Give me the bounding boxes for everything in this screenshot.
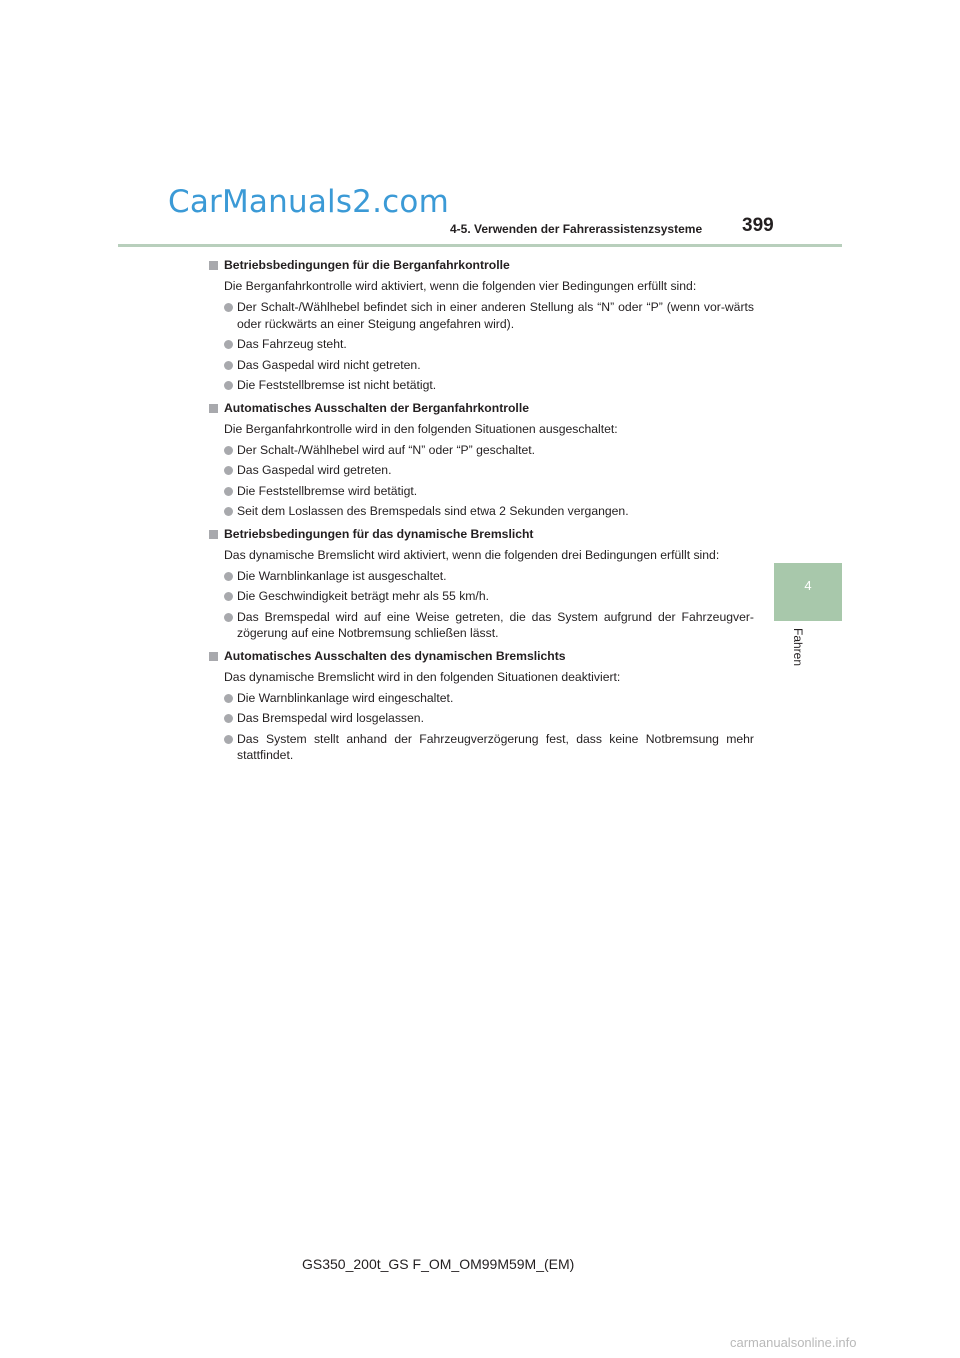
round-bullet-icon (224, 466, 233, 475)
list-item (209, 377, 754, 394)
section-intro: Das dynamische Bremslicht wird aktiviert, wenn die folgenden drei Bedingungen erfüllt sind: (224, 547, 720, 562)
list-item (209, 336, 754, 353)
list-item-text: Seit dem Loslassen des Bremspedals sind etwa 2 Sekunden vergangen. (237, 504, 629, 518)
list-item-text: Das Bremspedal wird losgelassen. (237, 711, 424, 725)
page-content (209, 255, 754, 768)
list-item (209, 503, 754, 520)
list-item-text: Das Bremspedal wird auf eine Weise getreten, die das System aufgrund der Fahrzeugver-zögerung auf eine Notbremsung schließen lässt. (237, 609, 754, 640)
list-item (209, 731, 754, 764)
chapter-name: Fahren (791, 628, 805, 667)
list-item-text: Die Warnblinkanlage ist ausgeschaltet. (237, 568, 447, 583)
round-bullet-icon (224, 361, 233, 370)
round-bullet-icon (224, 487, 233, 496)
list-item (209, 357, 754, 374)
list-item (209, 690, 754, 707)
list-item-text: Die Geschwindigkeit beträgt mehr als 55 km/h. (237, 589, 489, 603)
section-title: 4-5. Verwenden der Fahrerassistenzsysteme (450, 222, 703, 236)
heading-text: Automatisches Ausschalten der Berganfahrkontrolle (224, 400, 529, 415)
round-bullet-icon (224, 735, 233, 744)
list-item-text: Der Schalt-/Wählhebel wird auf “N” oder “P” geschaltet. (237, 442, 536, 457)
list-item-text: Die Feststellbremse wird betätigt. (237, 483, 418, 498)
section-heading (209, 255, 754, 276)
header-divider (118, 244, 842, 247)
list-item (209, 588, 754, 605)
round-bullet-icon (224, 714, 233, 723)
list-item-text: Die Feststellbremse ist nicht betätigt. (237, 378, 437, 392)
square-bullet-icon (209, 530, 218, 539)
document-code: GS350_200t_GS F_OM_OM99M59M_(EM) (302, 1256, 575, 1272)
heading-text: Betriebsbedingungen für das dynamische Bremslicht (224, 526, 534, 541)
list-item-text: Das Gaspedal wird getreten. (237, 463, 392, 477)
round-bullet-icon (224, 592, 233, 601)
list-item-text: Die Warnblinkanlage wird eingeschaltet. (237, 690, 454, 705)
list-item (209, 568, 754, 585)
list-item (209, 710, 754, 727)
square-bullet-icon (209, 652, 218, 661)
list-item (209, 609, 754, 642)
section-heading (209, 524, 754, 545)
chapter-number: 4 (804, 578, 812, 593)
round-bullet-icon (224, 694, 233, 703)
list-item (209, 442, 754, 459)
heading-text: Automatisches Ausschalten des dynamischen Bremslichts (224, 648, 566, 663)
heading-text: Betriebsbedingungen für die Berganfahrkontrolle (224, 258, 510, 272)
round-bullet-icon (224, 303, 233, 312)
carmanuals2-watermark: CarManuals2.com (168, 184, 449, 220)
list-item (209, 462, 754, 479)
section-heading (209, 646, 754, 667)
round-bullet-icon (224, 613, 233, 622)
list-item-text: Das Fahrzeug steht. (237, 337, 347, 351)
round-bullet-icon (224, 507, 233, 516)
list-item-text: Das System stellt anhand der Fahrzeugverzögerung fest, dass keine Notbremsung mehr stattfindet. (237, 731, 754, 762)
list-item (209, 299, 754, 332)
round-bullet-icon (224, 381, 233, 390)
section-intro: Die Berganfahrkontrolle wird in den folgenden Situationen ausgeschaltet: (224, 421, 618, 436)
section-intro: Die Berganfahrkontrolle wird aktiviert, wenn die folgenden vier Bedingungen erfüllt sind: (224, 279, 697, 293)
list-item (209, 483, 754, 500)
chapter-tab (774, 563, 842, 621)
list-item-text: Das Gaspedal wird nicht getreten. (237, 357, 421, 372)
page-number: 399 (742, 215, 774, 236)
square-bullet-icon (209, 404, 218, 413)
square-bullet-icon (209, 261, 218, 270)
round-bullet-icon (224, 572, 233, 581)
round-bullet-icon (224, 340, 233, 349)
list-item-text: Der Schalt-/Wählhebel befindet sich in einer anderen Stellung als “N” oder “P” (wenn vor-wärts oder rückwärts an einer Steigung angefahren wird). (237, 300, 754, 331)
section-heading (209, 398, 754, 419)
round-bullet-icon (224, 446, 233, 455)
section-intro: Das dynamische Bremslicht wird in den folgenden Situationen deaktiviert: (224, 669, 621, 684)
carmanualsonline-watermark: carmanualsonline.info (730, 1335, 857, 1350)
